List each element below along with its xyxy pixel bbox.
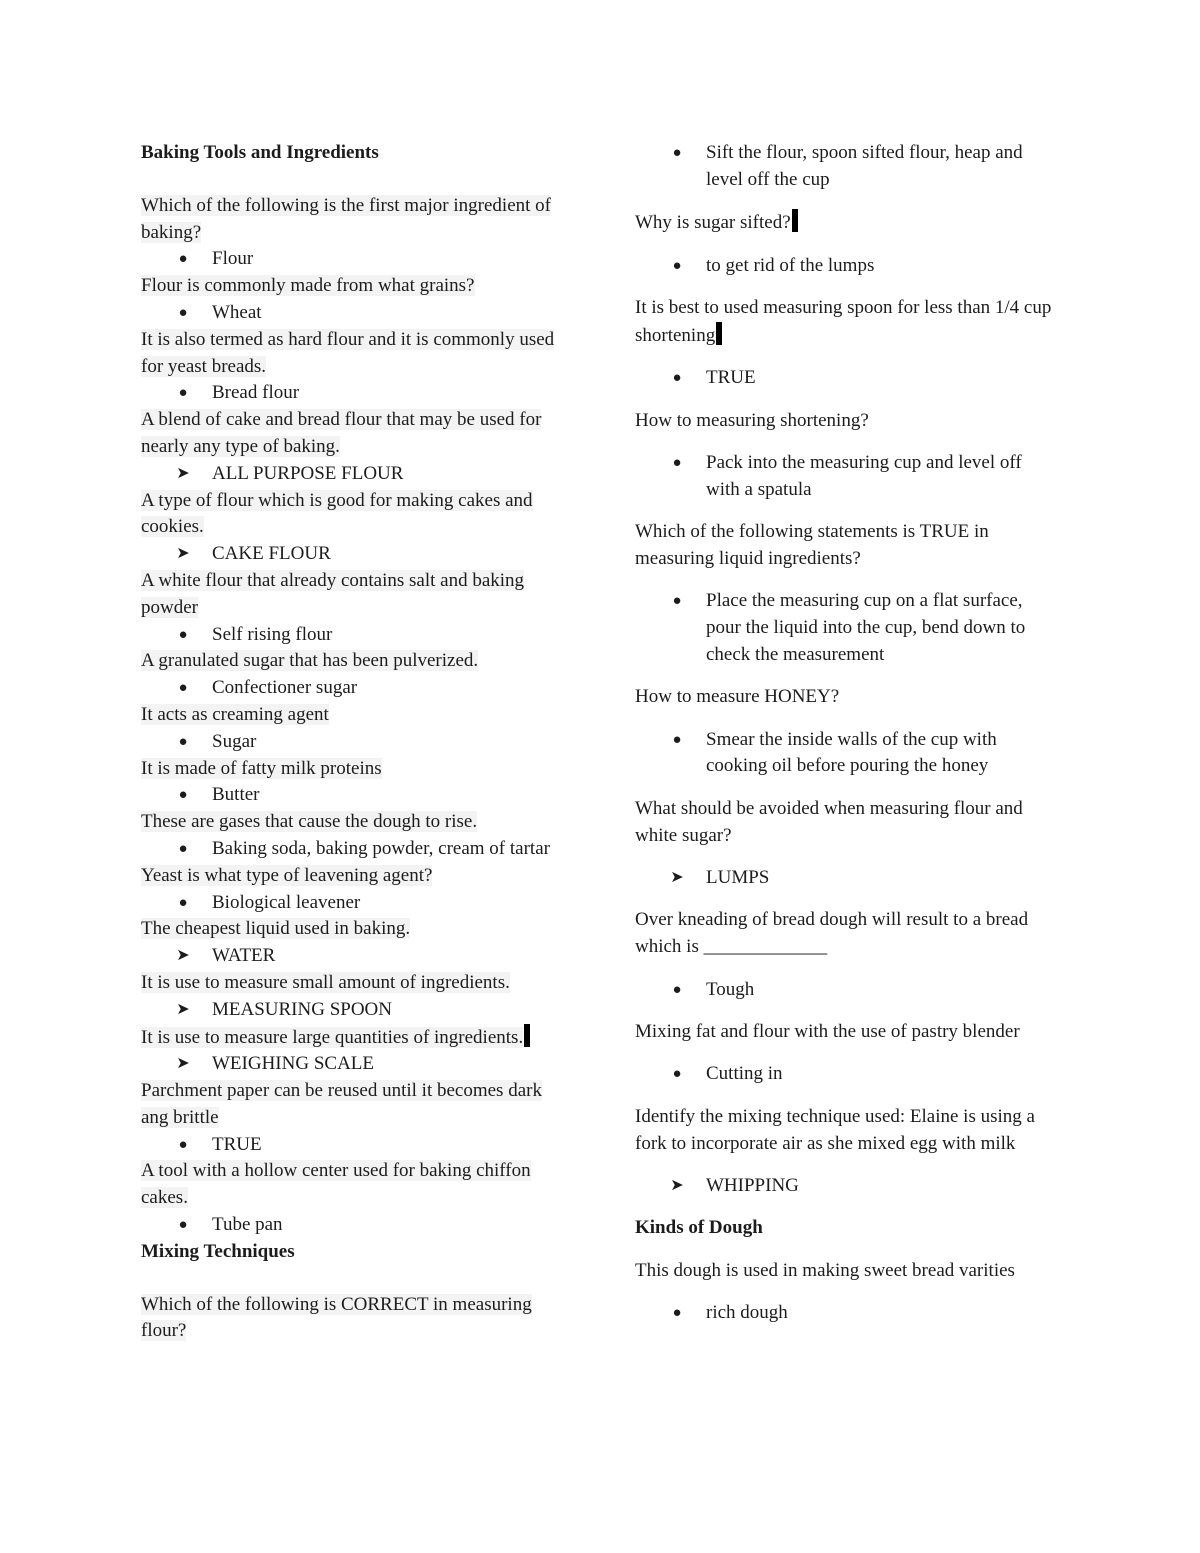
question-text: Identify the mixing technique used: Elaine is using a fork to incorporate air as she mixed egg with milk <box>635 1105 1035 1154</box>
answer-bullet: ● Place the measuring cup on a flat surface, pour the liquid into the cup, bend down to check the measurement <box>635 588 1055 668</box>
answer-bullet: ● Self rising flour <box>141 622 571 649</box>
bullet-icon: ● <box>672 370 682 387</box>
answer-arrow: ➤ ALL PURPOSE FLOUR <box>141 461 571 488</box>
answer-bullet: ● Cutting in <box>635 1061 1055 1088</box>
answer-bullet: ● Biological leavener <box>141 890 571 917</box>
question-text: The cheapest liquid used in baking. <box>141 918 411 940</box>
bullet-icon: ● <box>672 981 682 998</box>
arrow-bullet-icon: ➤ <box>176 947 190 965</box>
text-cursor <box>524 1024 530 1047</box>
right-column <box>635 140 1055 1343</box>
bullet-icon: ● <box>672 1305 682 1322</box>
question-text: A tool with a hollow center used for baking chiffon cakes. <box>141 1160 531 1209</box>
answer-bullet: ● Confectioner sugar <box>141 675 571 702</box>
answer-bullet: ● Flour <box>141 246 571 273</box>
answer-arrow: ➤ CAKE FLOUR <box>141 541 571 568</box>
bullet-icon: ● <box>178 1217 188 1234</box>
bullet-icon: ● <box>178 733 188 750</box>
answer-arrow: ➤ WEIGHING SCALE <box>141 1051 571 1078</box>
answer-bullet: ● Baking soda, baking powder, cream of tartar <box>141 836 571 863</box>
section-heading-baking-tools: Baking Tools and Ingredients <box>141 142 379 163</box>
answer-bullet: ● Tough <box>635 977 1055 1004</box>
answer-bullet: ● Wheat <box>141 300 571 327</box>
question-text: Yeast is what type of leavening agent? <box>141 864 433 886</box>
arrow-bullet-icon: ➤ <box>176 1000 190 1018</box>
bullet-icon: ● <box>178 385 188 402</box>
left-column <box>141 140 571 1345</box>
answer-bullet: ● Bread flour <box>141 380 571 407</box>
answer-bullet: ● Smear the inside walls of the cup with cooking oil before pouring the honey <box>635 727 1055 781</box>
bullet-icon: ● <box>672 145 682 161</box>
bullet-icon: ● <box>178 894 188 911</box>
arrow-bullet-icon: ➤ <box>176 1055 190 1073</box>
section-heading-kinds-of-dough: Kinds of Dough <box>635 1217 763 1239</box>
question-text: What should be avoided when measuring flour and white sugar? <box>635 797 1023 846</box>
question-text: Why is sugar sifted? <box>635 209 1055 237</box>
arrow-bullet-icon: ➤ <box>176 464 190 482</box>
answer-bullet: ● Sugar <box>141 729 571 756</box>
question-text: It is use to measure small amount of ingredients. <box>141 971 510 993</box>
answer-bullet: ● Tube pan <box>141 1212 571 1239</box>
question-text: Parchment paper can be reused until it becomes dark ang brittle <box>141 1080 542 1128</box>
bullet-icon: ● <box>672 1066 682 1083</box>
bullet-icon: ● <box>178 840 188 857</box>
arrow-bullet-icon: ➤ <box>670 1177 684 1194</box>
bullet-icon: ● <box>178 626 188 643</box>
bullet-icon: ● <box>178 304 188 321</box>
answer-bullet: ● TRUE <box>635 365 1055 392</box>
question-text: How to measuring shortening? <box>635 409 869 431</box>
answer-bullet: ● Pack into the measuring cup and level off with a spatula <box>635 450 1055 504</box>
answer-bullet: ● rich dough <box>635 1300 1055 1327</box>
question-text: It is made of fatty milk proteins <box>141 757 382 779</box>
answer-bullet: ● Sift the flour, spoon sifted flour, heap and level off the cup <box>635 140 1055 194</box>
text-cursor <box>716 322 722 345</box>
answer-arrow: ➤ MEASURING SPOON <box>141 997 571 1024</box>
question-text: These are gases that cause the dough to rise. <box>141 811 478 833</box>
bullet-icon: ● <box>672 593 682 610</box>
question-text: It is also termed as hard flour and it is commonly used for yeast breads. <box>141 328 555 377</box>
question-text: A white flour that already contains salt and baking powder <box>141 569 525 618</box>
question-text: A blend of cake and bread flour that may be used for nearly any type of baking. <box>141 409 542 457</box>
bullet-icon: ● <box>178 787 188 804</box>
text-cursor <box>792 209 798 232</box>
question-text: It is use to measure large quantities of ingredients. <box>141 1024 571 1052</box>
answer-arrow: ➤ WATER <box>141 943 571 970</box>
answer-arrow: ➤ LUMPS <box>635 865 1055 892</box>
answer-arrow: ➤ WHIPPING <box>635 1173 1055 1200</box>
question-text: Mixing fat and flour with the use of pastry blender <box>635 1021 1020 1043</box>
bullet-icon: ● <box>178 680 188 697</box>
bullet-icon: ● <box>672 731 682 748</box>
question-text: How to measure HONEY? <box>635 686 840 708</box>
question-text: Flour is commonly made from what grains? <box>141 275 475 297</box>
arrow-bullet-icon: ➤ <box>176 545 190 563</box>
question-text: It acts as creaming agent <box>141 703 329 725</box>
arrow-bullet-icon: ➤ <box>670 869 684 887</box>
question-text: It is best to used measuring spoon for less than 1/4 cup shortening <box>635 296 1052 346</box>
question-text: Over kneading of bread dough will result to a bread which is _____________ <box>635 909 1029 958</box>
question-text: A type of flour which is good for making cakes and cookies. <box>141 489 533 538</box>
question-text: Which of the following is CORRECT in measuring flour? <box>141 1293 532 1342</box>
question-text: Which of the following statements is TRUE in measuring liquid ingredients? <box>635 521 989 569</box>
bullet-icon: ● <box>178 251 188 268</box>
answer-bullet: ● to get rid of the lumps <box>635 253 1055 280</box>
question-text: This dough is used in making sweet bread varities <box>635 1259 1015 1281</box>
question-text: A granulated sugar that has been pulverized. <box>141 650 479 672</box>
answer-bullet: ● Butter <box>141 782 571 809</box>
question-text: Which of the following is the first major ingredient of baking? <box>141 194 551 243</box>
bullet-icon: ● <box>178 1136 188 1153</box>
answer-bullet: ● TRUE <box>141 1132 571 1159</box>
bullet-icon: ● <box>672 257 682 274</box>
section-heading-mixing-techniques: Mixing Techniques <box>141 1240 295 1262</box>
bullet-icon: ● <box>672 454 682 471</box>
